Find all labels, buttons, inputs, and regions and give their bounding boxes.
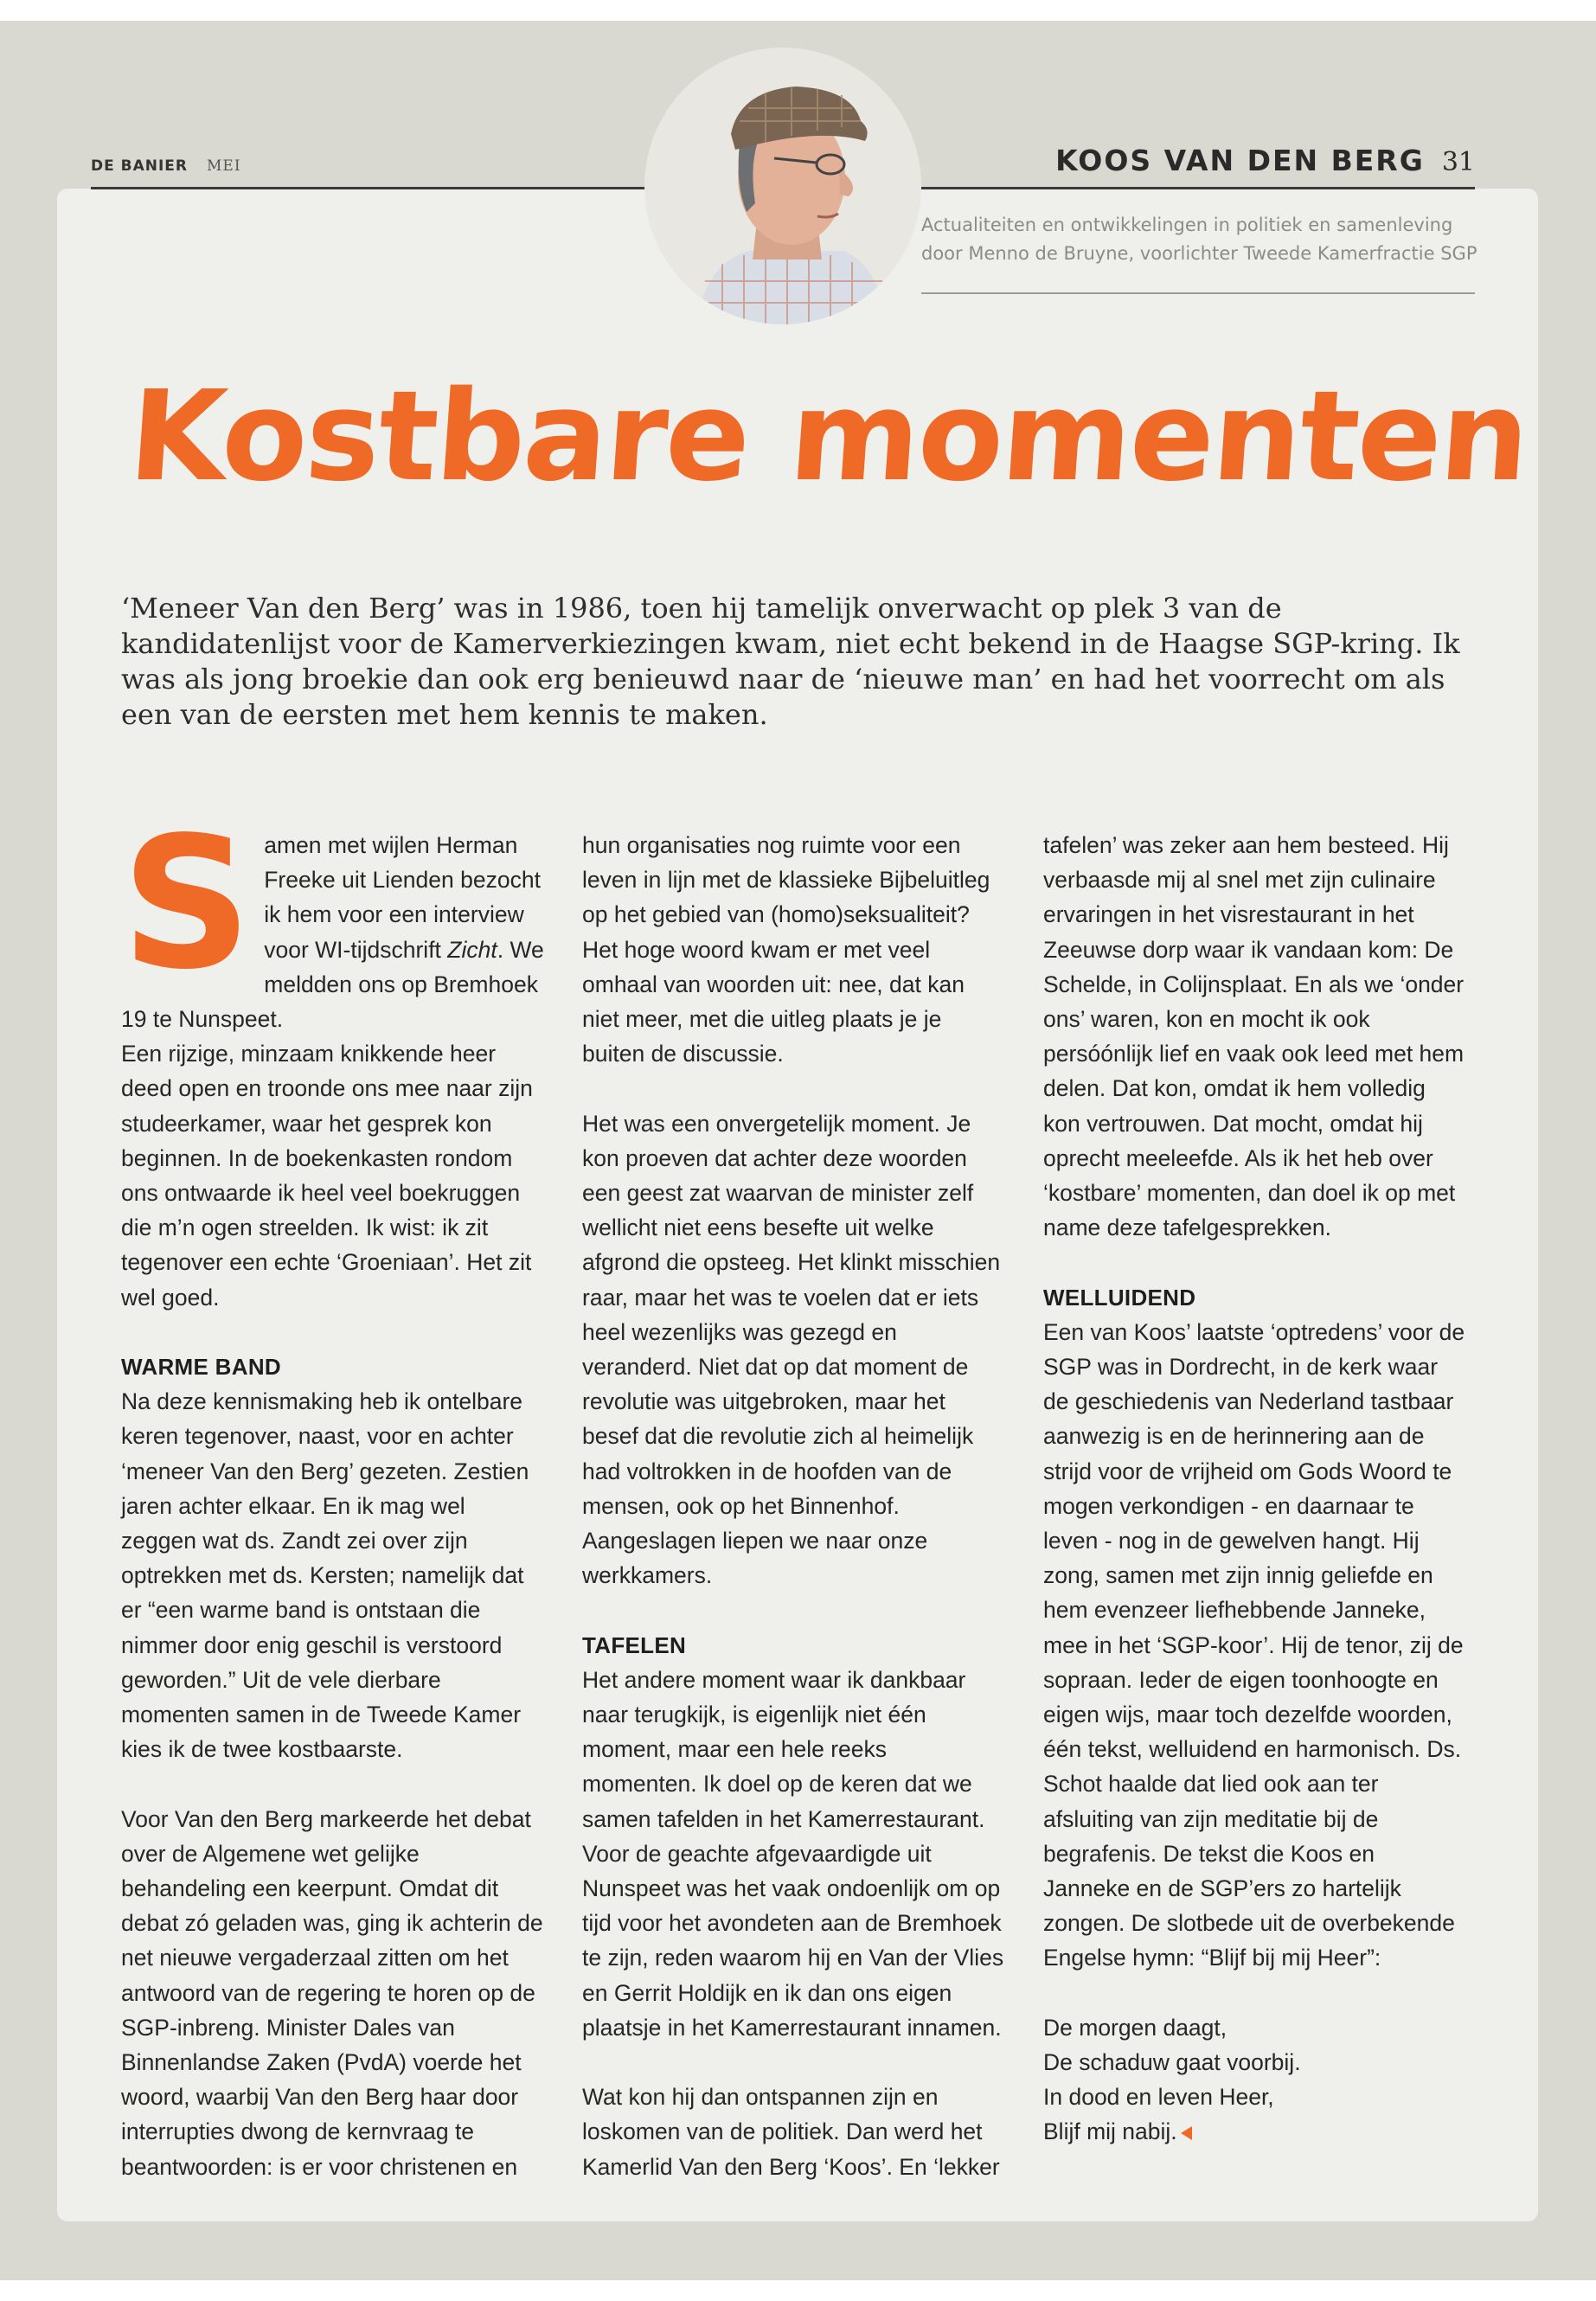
paragraph: Een van Koos’ laatste ‘optredens’ voor de SGP was in Dordrecht, in de kerk waar de geschiedenis van Nederland tastbaar aanwezig is en de herinnering aan de strijd voor de vrijheid om Gods Woord te mogen verkondigen - en daarnaar te leven - nog in de gewelven hangt. Hij zong, samen met zijn innig geliefde en hem evenzeer liefhebbende Janneke, mee in het ‘SGP-koor’. Hij de tenor, zij de sopraan. Ieder de eigen toonhoogte en eigen wijs, maar toch dezelfde woorden, één tekst, welluidend en harmonisch. Ds. Schot haalde dat lied ook aan ter afsluiting van zijn meditatie bij de begrafenis. De tekst die Koos en Janneke en de SGP’ers zo hartelijk zongen. De slotbede uit de overbekende Engelse hymn: “Blijf bij mij Heer”: (1043, 1318, 1465, 1971)
running-header-left (91, 157, 241, 175)
subtitle-line-2: door Menno de Bruyne, voorlichter Tweede Kamerfractie SGP (921, 243, 1477, 264)
poem-line: De morgen daagt, (1043, 2014, 1227, 2041)
paragraph (121, 798, 545, 1036)
column-title: KOOS VAN DEN BERG (1055, 144, 1425, 177)
column-3 (1043, 828, 1467, 2150)
paragraph: Een rijzige, minzaam knikkende heer deed open en troonde ons mee naar zijn studeerkamer, waar het gesprek kon beginnen. In de boekenkasten rondom ons ontwaarde ik heel veel boekruggen die m’n ogen streelden. Ik wist: ik zit tegenover een echte ‘Groeniaan’. Het zit wel goed. (121, 1041, 533, 1311)
poem-line: In dood en leven Heer, (1043, 2084, 1274, 2111)
column-subtitle (921, 211, 1484, 268)
poem-line (1043, 2114, 1467, 2149)
running-header-right (1055, 144, 1475, 177)
paragraph: Na deze kennismaking heb ik ontelbare keren tegenover, naast, voor en achter ‘meneer Van den Berg’ gezeten. Zestien jaren achter elkaar. En ik mag wel zeggen wat ds. Zandt zei over zijn optrekken met ds. Kersten; namelijk dat er “een warme band is ontstaan die nimmer door enig geschil is verstoord geworden.” Uit de vele dierbare momenten samen in de Tweede Kamer kies ik de twee kostbaarste. (121, 1388, 529, 1763)
text-run: . We meldden ons op Bremhoek 19 te Nunspeet. (121, 936, 544, 1033)
page-number: 31 (1441, 147, 1475, 177)
end-mark-icon (1181, 2126, 1192, 2140)
bottom-margin (0, 2280, 1596, 2301)
paragraph: Wat kon hij dan ontspannen zijn en loskomen van de politiek. Dan werd het Kamerlid Van den Berg ‘Koos’. En ‘lekker (582, 2084, 1000, 2180)
portrait-illustration (644, 48, 921, 324)
magazine-name: DE BANIER (91, 157, 189, 175)
article-lead: ‘Meneer Van den Berg’ was in 1986, toen hij tamelijk onverwacht op plek 3 van de kandidatenlijst voor de Kamerverkiezingen kwam, niet echt bekend in de Haagse SGP-kring. Ik was als jong broekie dan ook erg benieuwd naar de ‘nieuwe man’ en had het voorrecht om als een van de eersten met hem kennis te maken. (121, 592, 1460, 731)
text-run: amen met wijlen Herman Freeke uit Lienden bezocht ik hem voor een interview voor WI-tijdschrift (264, 832, 541, 963)
issue-month: MEI (207, 157, 241, 175)
poem-line: De schaduw gaat voorbij. (1043, 2049, 1301, 2076)
drop-cap: S (121, 798, 253, 1009)
subtitle-rule (921, 292, 1475, 294)
header-rule-right (921, 187, 1475, 189)
paragraph: Het was een onvergetelijk moment. Je kon proeven dat achter deze woorden een geest zat waarvan de minister zelf wellicht niet eens besefte uit welke afgrond die opsteeg. Het klinkt misschien raar, maar het was te voelen dat er iets heel wezenlijks was gezegd en veranderd. Niet dat op dat moment de revolutie was uitgebroken, maar het besef dat die revolutie zich al heimelijk had voltrokken in de hoofden van de mensen, ook op het Binnenhof. Aangeslagen liepen we naar onze werkkamers. (582, 1110, 1001, 1589)
column-2 (582, 828, 1006, 2184)
article-title: Kostbare momenten (125, 363, 1533, 509)
paragraph: Voor Van den Berg markeerde het debat over de Algemene wet gelijke behandeling een keerpunt. Omdat dit debat zó geladen was, ging ik achterin de net nieuwe vergaderzaal zitten om het antwoord van de regering te horen op de SGP-inbreng. Minister Dales van Binnenlandse Zaken (PvdA) voerde het woord, waarbij Van den Berg haar door interrupties dwong de kernvraag te beantwoorden: is er voor christenen en (121, 1805, 543, 2180)
poem-last-line: Blijf mij nabij. (1043, 2118, 1177, 2145)
author-portrait (644, 48, 921, 324)
subheading-tafelen: TAFELEN (582, 1631, 687, 1658)
paragraph: Het andere moment waar ik dankbaar naar terugkijk, is eigenlijk niet één moment, maar een hele reeks momenten. Ik doel op de keren dat we samen tafelden in het Kamerrestaurant. Voor de geachte afgevaardigde uit Nunspeet was het vaak ondoenlijk om op tijd voor het avondeten aan de Bremhoek te zijn, reden waarom hij en Van der Vlies en Gerrit Holdijk en ik dan ons eigen plaatsje in het Kamerrestaurant innamen. (582, 1666, 1004, 2041)
subheading-welluidend: WELLUIDEND (1043, 1284, 1196, 1311)
paragraph: hun organisaties nog ruimte voor een leven in lijn met de klassieke Bijbeluitleg op het gebied van (homo)seksualiteit? Het hoge woord kwam er met veel omhaal van woorden uit: nee, dat kan niet meer, met die uitleg plaats je je buiten de discussie. (582, 832, 990, 1067)
subheading-warme-band: WARME BAND (121, 1354, 281, 1381)
paragraph: tafelen’ was zeker aan hem besteed. Hij verbaasde mij al snel met zijn culinaire ervaringen in het visrestaurant in het Zeeuwse dorp waar ik vandaan kom: De Schelde, in Colijnsplaat. En als we ‘onder ons’ waren, kon en mocht ik ook persóónlijk lief en vaak ook leed met hem delen. Dat kon, omdat ik hem volledig kon vertrouwen. Dat mocht, omdat hij oprecht meeleefde. Als ik het heb over ‘kostbare’ momenten, dan doel ik op met name deze tafelgesprekken. (1043, 832, 1465, 1241)
column-1 (121, 798, 545, 2184)
magazine-title-italic: Zicht (447, 936, 497, 963)
header-rule-left (91, 187, 644, 189)
subtitle-line-1: Actualiteiten en ontwikkelingen in politiek en samenleving (921, 215, 1453, 235)
top-margin (0, 0, 1596, 21)
